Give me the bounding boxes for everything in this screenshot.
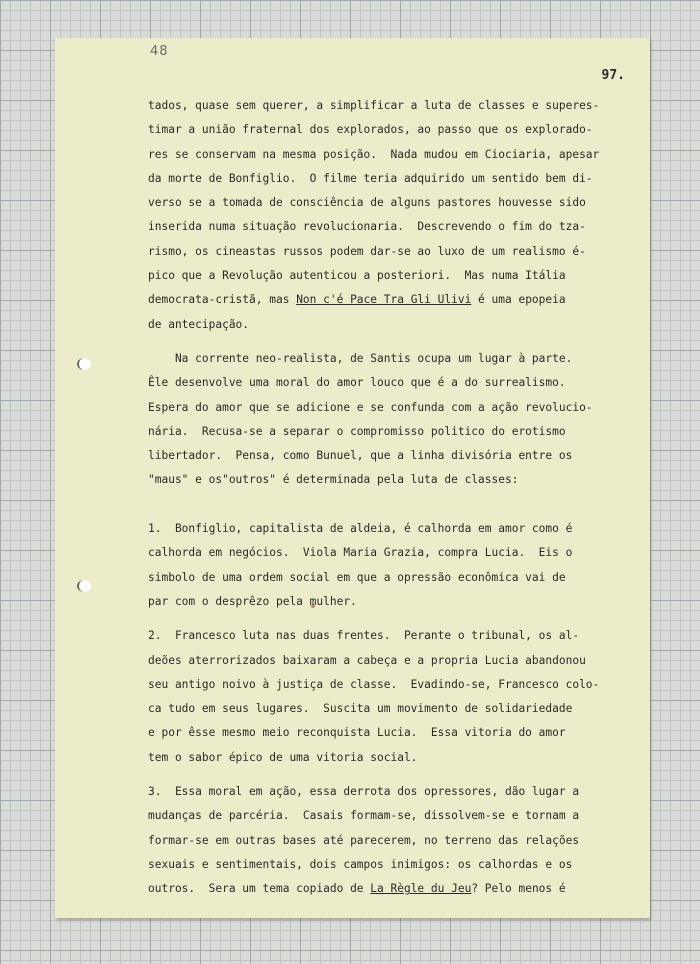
text-line: deões aterrorizados baixaram a cabeça e a propria Lucia abandonou: [148, 653, 586, 667]
text-line: mudanças de parcéria. Casais formam-se, dissolvem-se e tornam a: [148, 809, 580, 823]
typewritten-text: [148, 94, 618, 902]
text-line: Na corrente neo-realista, de Santis ocupa um lugar à parte.: [148, 351, 573, 365]
text-line: pico que a Revolução autenticou a posteriori. Mas numa Itália: [148, 269, 566, 283]
text-fragment: outros. Sera um tema copiado de: [148, 882, 371, 896]
text-line: libertador. Pensa, como Bunuel, que a linha divisória entre os: [148, 449, 573, 463]
numbered-item-1: [148, 517, 618, 614]
numbered-item-3: [148, 780, 618, 901]
spacer: [148, 493, 618, 517]
text-line: tados, quase sem querer, a simplificar a luta de classes e superes-: [148, 99, 600, 112]
text-line: Espera do amor que se adicione e se confunda com a ação revolucio-: [148, 400, 593, 414]
punch-hole: [77, 580, 91, 592]
text-line: verso se a tomada de consciência de alguns pastores houvesse sido: [148, 196, 586, 210]
punch-hole: [77, 358, 91, 370]
document-page: [55, 38, 650, 918]
film-title-underlined: Non c'é Pace Tra Gli Ulivi: [296, 293, 472, 307]
text-line: [148, 288, 618, 312]
numbered-item-2: [148, 624, 618, 770]
text-line: Êle desenvolve uma moral do amor louco que é a do surrealismo.: [148, 376, 566, 390]
text-line: par com o desprêzo pela mulher.: [148, 594, 357, 608]
pencil-page-number: 48: [150, 44, 169, 59]
film-title-underlined: La Règle du Jeu: [370, 882, 472, 896]
text-line: sexuais e sentimentais, dois campos inimigos: os calhordas e os: [148, 857, 573, 871]
text-fragment: é uma epopeia: [471, 293, 566, 307]
text-line: formar-se em outras bases até parecerem, no terreno das relações: [148, 833, 580, 847]
text-line: tem o sabor épico de uma vitoria social.: [148, 750, 418, 764]
text-line: ca tudo em seus lugares. Suscita um movimento de solidariedade: [148, 702, 573, 716]
typed-page-number: 97.: [601, 68, 625, 83]
text-line: calhorda em negócios. Viola Maria Grazia, compra Lucia. Eis o: [148, 546, 573, 560]
text-line: inserida numa situação revolucionaria. Descrevendo o fim do tza-: [148, 220, 586, 234]
text-line: 2. Francesco luta nas duas frentes. Perante o tribunal, os al-: [148, 629, 580, 643]
text-line: e por êsse mesmo meio reconquista Lucia. Essa vitoria do amor: [148, 726, 566, 740]
text-line: timar a união fraternal dos explorados, ao passo que os explorado-: [148, 123, 593, 137]
text-line: nária. Recusa-se a separar o compromisso politico do erotismo: [148, 424, 566, 438]
text-line: de antecipação.: [148, 317, 250, 331]
text-line: [148, 877, 618, 901]
spacer: [148, 614, 618, 624]
text-line: 3. Essa moral em ação, essa derrota dos opressores, dão lugar a: [148, 785, 580, 799]
text-line: rismo, os cineastas russos podem dar-se ao luxo de um realismo é-: [148, 244, 586, 258]
text-line: simbolo de uma ordem social em que a opressão econômica vai de: [148, 570, 566, 584]
paragraph-2: [148, 347, 618, 493]
text-fragment: democrata-cristã, mas: [148, 293, 297, 307]
spacer: [148, 770, 618, 780]
text-line: "maus" e os"outros" é determinada pela luta de classes:: [148, 473, 519, 487]
text-fragment: ? Pelo menos é: [471, 882, 566, 896]
text-line: res se conservam na mesma posição. Nada mudou em Ciociaria, apesar: [148, 147, 600, 161]
text-line: 1. Bonfiglio, capitalista de aldeia, é calhorda em amor como é: [148, 522, 573, 536]
text-line: seu antigo noivo à justiça de classe. Evadindo-se, Francesco colo-: [148, 677, 600, 691]
paragraph-1: [148, 94, 618, 337]
spacer: [148, 337, 618, 347]
text-line: da morte de Bonfiglio. O filme teria adquirido um sentido bem di-: [148, 171, 593, 185]
